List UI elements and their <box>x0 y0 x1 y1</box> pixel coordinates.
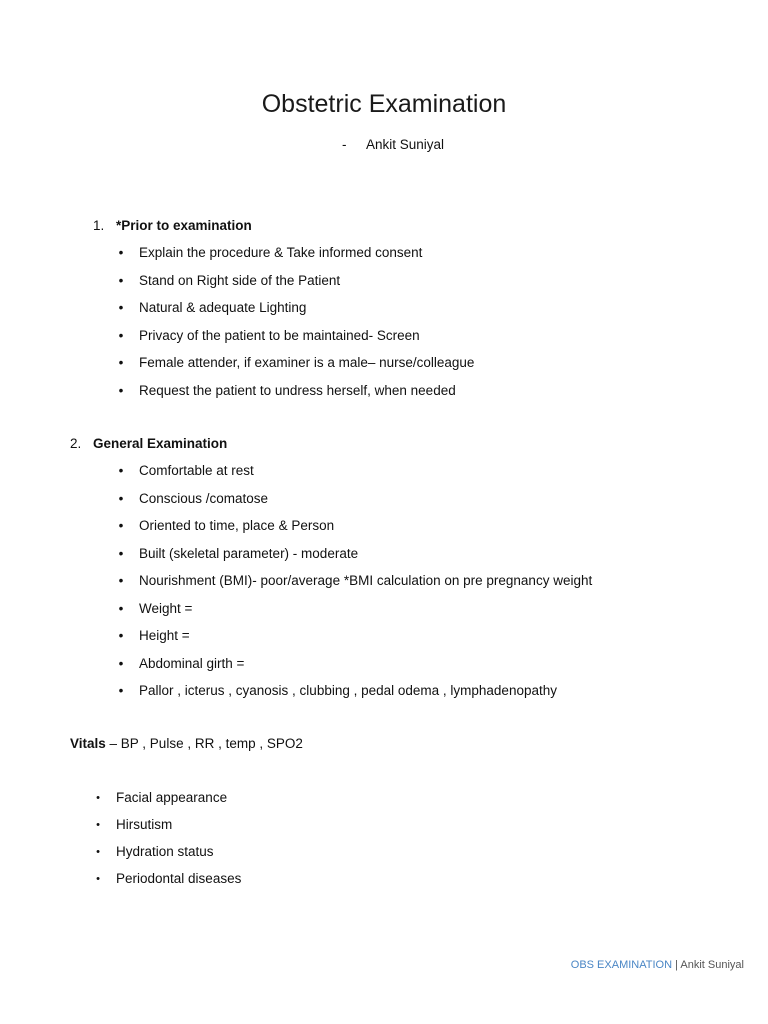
bullet-icon: • <box>118 490 124 506</box>
list-item-text: Female attender, if examiner is a male– nurse/colleague <box>139 355 475 371</box>
list-item-text: Facial appearance <box>116 790 228 805</box>
bullet-icon: • <box>118 382 124 398</box>
list-item <box>96 870 242 897</box>
list-item <box>118 655 592 683</box>
list-item <box>118 299 474 327</box>
prior-examination-list <box>118 244 475 410</box>
section-title: General Examination <box>93 436 228 451</box>
bullet-icon: • <box>96 873 100 885</box>
bullet-icon: • <box>118 573 124 588</box>
footer-separator: | <box>672 959 681 971</box>
list-item <box>118 600 592 628</box>
author-name: Ankit Suniyal <box>366 137 445 152</box>
list-item <box>118 382 474 410</box>
list-item <box>118 627 592 655</box>
list-item <box>118 682 592 710</box>
bullet-icon: • <box>118 600 124 616</box>
list-item-text: Hirsutism <box>116 817 173 832</box>
list-item-text: Comfortable at rest <box>139 463 254 478</box>
list-item-text: Request the patient to undress herself, when needed <box>139 382 456 398</box>
bullet-icon: • <box>118 300 124 316</box>
bullet-icon: • <box>96 846 100 858</box>
list-item <box>118 462 592 490</box>
list-item <box>118 272 474 300</box>
list-item <box>118 517 592 545</box>
vitals-text: – BP , Pulse , RR , temp , SPO2 <box>105 736 303 751</box>
list-item-text: Oriented to time, place & Person <box>139 518 335 533</box>
bullet-icon: • <box>118 628 124 643</box>
vitals-line <box>70 735 303 753</box>
list-item-text: Privacy of the patient to be maintained- Screen <box>139 327 420 343</box>
bullet-icon: • <box>118 463 124 478</box>
list-item-text: Stand on Right side of the Patient <box>139 272 341 288</box>
list-item-text: Natural & adequate Lighting <box>139 300 307 316</box>
list-item-text: Weight = <box>139 600 193 616</box>
list-item <box>118 545 592 573</box>
page-footer <box>571 958 744 972</box>
section-heading-general <box>70 435 227 453</box>
author-dash: - <box>342 137 347 152</box>
footer-title: OBS EXAMINATION <box>570 959 673 971</box>
footer-author: Ankit Suniyal <box>680 959 744 971</box>
list-item <box>118 490 592 518</box>
bullet-icon: • <box>118 327 124 343</box>
bullet-icon: • <box>118 245 124 260</box>
bullet-icon: • <box>96 819 100 831</box>
list-item <box>118 572 593 600</box>
list-item-text: Hydration status <box>116 844 214 859</box>
list-item-text: Nourishment (BMI)- poor/average *BMI calculation on pre pregnancy weight <box>139 573 593 588</box>
list-item <box>118 327 474 355</box>
section-number: 2. <box>70 436 82 451</box>
list-item <box>96 843 241 870</box>
bullet-icon: • <box>118 683 124 698</box>
list-item-text: Height = <box>139 628 190 643</box>
bullet-icon: • <box>118 272 124 288</box>
general-examination-list <box>118 462 593 710</box>
list-item <box>118 354 475 382</box>
section-title: *Prior to examination <box>116 218 252 233</box>
additional-findings-list <box>96 789 242 897</box>
list-item-text: Periodontal diseases <box>116 871 242 886</box>
author-line <box>342 136 444 154</box>
list-item <box>96 816 241 843</box>
bullet-icon: • <box>118 518 124 533</box>
list-item-text: Abdominal girth = <box>139 655 245 671</box>
document-title: Obstetric Examination <box>261 90 507 118</box>
list-item-text: Conscious /comatose <box>139 490 269 506</box>
section-heading-prior <box>93 217 252 235</box>
bullet-icon: • <box>118 655 124 671</box>
list-item <box>118 244 474 272</box>
list-item-text: Pallor , icterus , cyanosis , clubbing , pedal odema , lymphadenopathy <box>139 683 557 698</box>
bullet-icon: • <box>118 355 124 371</box>
vitals-label: Vitals <box>70 736 106 751</box>
bullet-icon: • <box>118 545 124 561</box>
section-number: 1. <box>93 218 105 233</box>
list-item-text: Explain the procedure & Take informed consent <box>139 245 423 260</box>
list-item-text: Built (skeletal parameter) - moderate <box>139 545 359 561</box>
list-item <box>96 789 241 816</box>
bullet-icon: • <box>96 792 100 804</box>
